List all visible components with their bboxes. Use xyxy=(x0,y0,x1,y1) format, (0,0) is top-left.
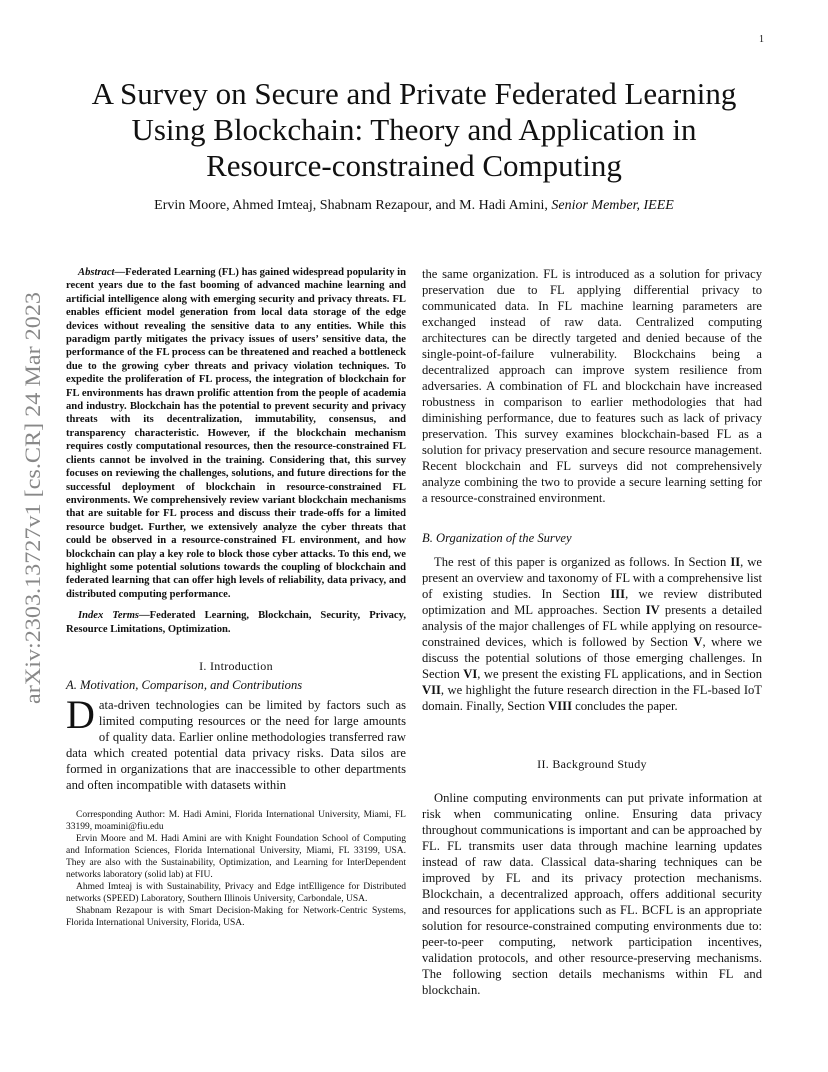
section-ref-vi: VI xyxy=(463,667,478,681)
abstract xyxy=(66,266,406,601)
continued-paragraph: the same organization. FL is introduced as a solution for privacy preservation due to FL applying differential privacy to communicated data. In FL machine learning parameters are exchanged instead of raw data. Centralized computing architectures can be directly targeted and denied because of the single-point-of-failure vulnerability. Blockchains being a decentralized approach can improve system resilience from adversaries. A combination of FL and blockchain have increased robustness in comparison to earlier methodologies that had diminishing performance, due to features such as lack of privacy preservation. This survey examines blockchain-based FL as a solution for privacy preservation and secure resource management. Recent blockchain and FL surveys did not comprehensively analyze combining the two to provide a secure learning setting for a resource-constrained environment. xyxy=(422,267,762,505)
author-names: Ervin Moore, Ahmed Imteaj, Shabnam Rezapour, and M. Hadi Amini, xyxy=(154,198,552,213)
index-terms-text: —Federated Learning, Blockchain, Security, Privacy, Resource Limitations, Optimization. xyxy=(66,610,406,635)
subsection-heading-motivation: A. Motivation, Comparison, and Contributions xyxy=(66,677,303,692)
footnote-affiliation-rezapour: Shabnam Rezapour is with Smart Decision-Making for Network-Centric Systems, Florida International University, Florida, USA. xyxy=(66,905,406,928)
section-heading-introduction: I. Introduction xyxy=(199,658,273,673)
author-membership: Senior Member, IEEE xyxy=(551,198,674,213)
arxiv-id: arXiv:2303.13727v1 [cs.CR] 24 Mar 2023 xyxy=(20,320,45,704)
right-column xyxy=(422,266,762,998)
organization-paragraph: The rest of this paper is organized as follows. In Section II, we present an overview and taxonomy of FL with a comprehensive list of existing studies. In Section III, we review distributed optimization and ML approaches. Section IV presents a detailed analysis of the major challenges of FL while applying on resource-constrained devices, which is followed by Section V, where we discuss the potential solutions of those emerging challenges. In Section VI, we present the existing FL applications, and in Section VII, we highlight the future research direction in the FL-based IoT domain. Finally, Section VIII concludes the paper. xyxy=(422,555,762,713)
footnotes xyxy=(66,809,406,929)
paper-title xyxy=(40,76,788,184)
section-ref-vii: VII xyxy=(422,683,441,697)
index-terms-label: Index Terms xyxy=(78,610,140,622)
arxiv-watermark xyxy=(14,290,48,710)
footnote-corresponding: Corresponding Author: M. Hadi Amini, Florida International University, Miami, FL 33199, moamini@fiu.edu xyxy=(66,809,406,832)
left-column xyxy=(66,266,406,929)
footnote-affiliation-imteaj: Ahmed Imteaj is with Sustainability, Privacy and Edge intElligence for Distributed networks (SPEED) Laboratory, Southern Illinois University, Carbondale, USA. xyxy=(66,881,406,904)
section-ref-v: V xyxy=(693,635,703,649)
section-ref-iii: III xyxy=(610,587,626,601)
intro-paragraph xyxy=(66,691,406,793)
title-line-3: Resource-constrained Computing xyxy=(206,148,622,183)
section-ref-viii: VIII xyxy=(548,699,572,713)
background-paragraph: Online computing environments can put private information at risk when communicating online. Ensuring data privacy throughout communications is important and can be approached by FL. FL transmits user data through machine learning updates instead of raw data. Classical data-sharing techniques can be improved by FL and its privacy protection mechanisms. Blockchain, a decentralized approach, offers additional security and resources for applications such as FL. BCFL is an appropriate solution for resource-constrained computing environments due to: peer-to-peer computing, network participation incentives, validation protocols, and other resource-preserving mechanisms. The following section details mechanisms within FL and blockchain. xyxy=(422,791,762,997)
drop-cap: D xyxy=(66,691,95,737)
section-ref-ii: II xyxy=(730,555,741,569)
title-line-2: Using Blockchain: Theory and Application in xyxy=(131,112,697,147)
intro-text: ata-driven technologies can be limited by factors such as limited computing resources or the need for large amounts of quality data. Earlier online methodologies transferred raw data which created potential data privacy risks. Data silos are formed in organizations that are inaccessible to other departments and often incompatible with datasets within xyxy=(66,697,406,792)
index-terms xyxy=(66,609,406,636)
abstract-label: Abstract xyxy=(78,267,115,278)
section-ref-iv: IV xyxy=(645,603,660,617)
title-line-1: A Survey on Secure and Private Federated Learning xyxy=(91,76,737,111)
page-number: 1 xyxy=(759,34,764,45)
subsection-heading-organization: B. Organization of the Survey xyxy=(422,531,572,545)
author-line xyxy=(40,198,788,214)
abstract-text: —Federated Learning (FL) has gained widespread popularity in recent years due to the fast booming of advanced machine learning and artificial intelligence along with emerging security and privacy threats. FL enables efficient model generation from local data storage of the edge devices without revealing the sensitive data to any entities. While this paradigm partly mitigates the privacy issues of users’ sensitive data, the performance of the FL process can be threatened and reached a bottleneck due to the growing cyber threats and privacy violation techniques. To expedite the proliferation of FL process, the integration of blockchain for FL environments has drawn prolific attention from the people of academia and industry. Blockchain has the potential to prevent security and privacy threats with its decentralization, immutability, consensus, and transparency characteristic. However, if the blockchain mechanism requires costly computational resources, then the resource-constrained FL clients cannot be involved in the training. Considering that, this survey focuses on reviewing the challenges, solutions, and future directions for the successful deployment of blockchain in resource-constrained FL environments. We comprehensively review variant blockchain mechanisms that are suitable for FL process and discuss their trade-offs for a limited resource budget. Further, we extensively analyze the cyber threats that could be observed in a resource-constrained FL environment, and how blockchain can play a key role to block those cyber attacks. To this end, we highlight some potential solutions towards the coupling of blockchain and federated learning that can offer high levels of reliability, data privacy, and distributed computing performance. xyxy=(66,267,406,600)
section-heading-background: II. Background Study xyxy=(537,757,647,771)
footnote-affiliation-moore-amini: Ervin Moore and M. Hadi Amini are with Knight Foundation School of Computing and Information Sciences, Florida International University, Miami, FL 33199, USA. They are also with the Sustainability, Optimization, and Learning for InterDependent networks laboratory (solid lab) at FIU. xyxy=(66,833,406,880)
